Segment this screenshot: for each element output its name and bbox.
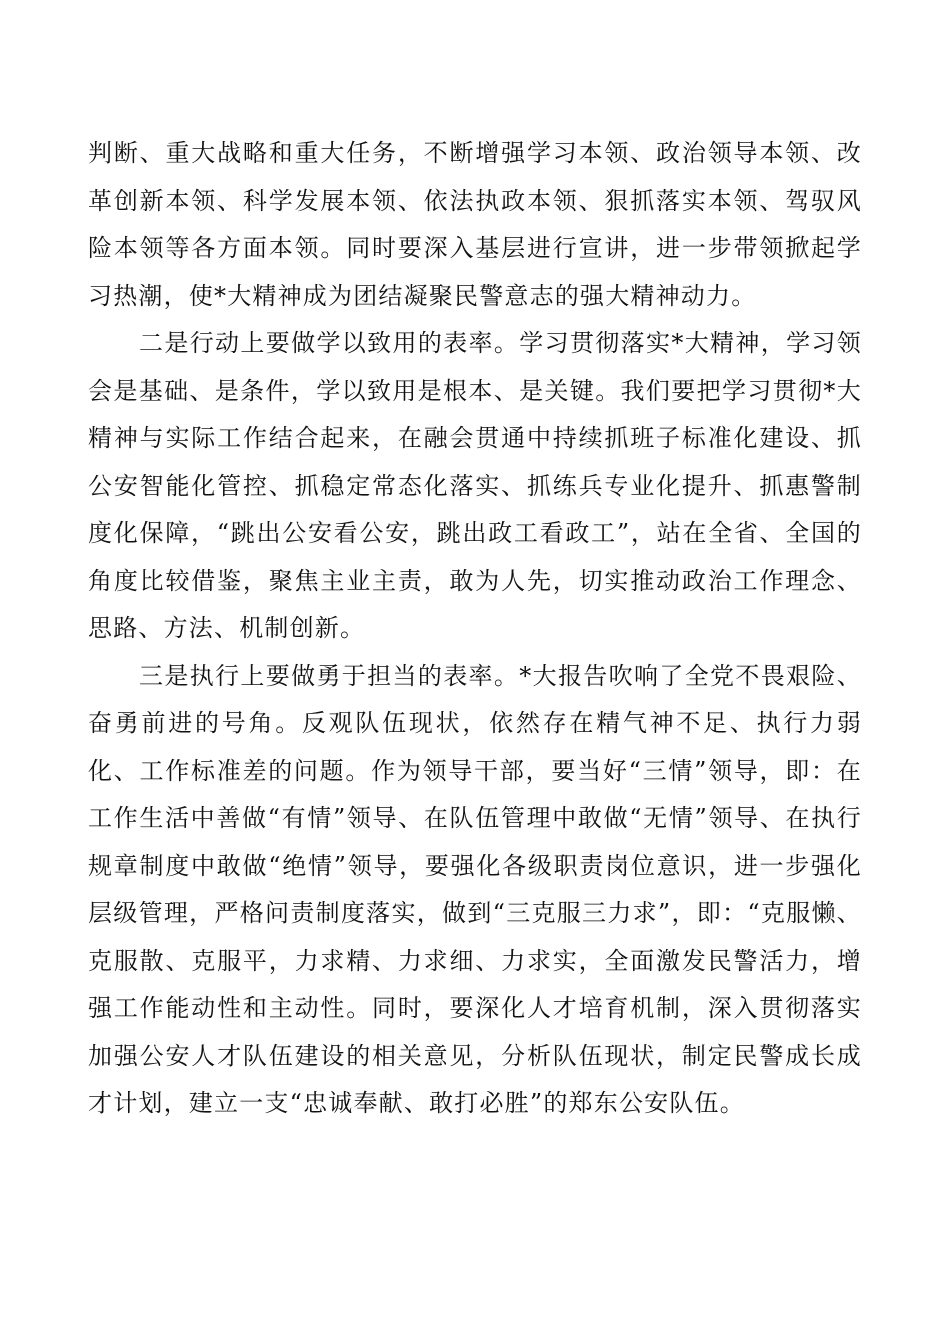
document-body <box>88 130 862 1128</box>
paragraph-1: 判断、重大战略和重大任务，不断增强学习本领、政治领导本领、改革创新本领、科学发展本领、依法执政本领、狠抓落实本领、驾驭风险本领等各方面本领。同时要深入基层进行宣讲，进一步带领掀起学习热潮，使*大精神成为团结凝聚民警意志的强大精神动力。 <box>88 139 862 310</box>
paragraph-2: 二是行动上要做学以致用的表率。学习贯彻落实*大精神，学习领会是基础、是条件，学以致用是根本、是关键。我们要把学习贯彻*大精神与实际工作结合起来，在融会贯通中持续抓班子标准化建设、抓公安智能化管控、抓稳定常态化落实、抓练兵专业化提升、抓惠警制度化保障，“跳出公安看公安，跳出政工看政工”，站在全省、全国的角度比较借鉴，聚焦主业主责，敢为人先，切实推动政治工作理念、思路、方法、机制创新。 <box>88 329 862 642</box>
paragraph-3: 三是执行上要做勇于担当的表率。*大报告吹响了全党不畏艰险、奋勇前进的号角。反观队伍现状，依然存在精气神不足、执行力弱化、工作标准差的问题。作为领导干部，要当好“三情”领导，即：在工作生活中善做“有情”领导、在队伍管理中敢做“无情”领导、在执行规章制度中敢做“绝情”领导，要强化各级职责岗位意识，进一步强化层级管理，严格问责制度落实，做到“三克服三力求”，即：“克服懒、克服散、克服平，力求精、力求细、力求实，全面激发民警活力，增强工作能动性和主动性。同时，要深化人才培育机制，深入贯彻落实加强公安人才队伍建设的相关意见，分析队伍现状，制定民警成长成才计划，建立一支“忠诚奉献、敢打必胜”的郑东公安队伍。 <box>88 661 862 1117</box>
